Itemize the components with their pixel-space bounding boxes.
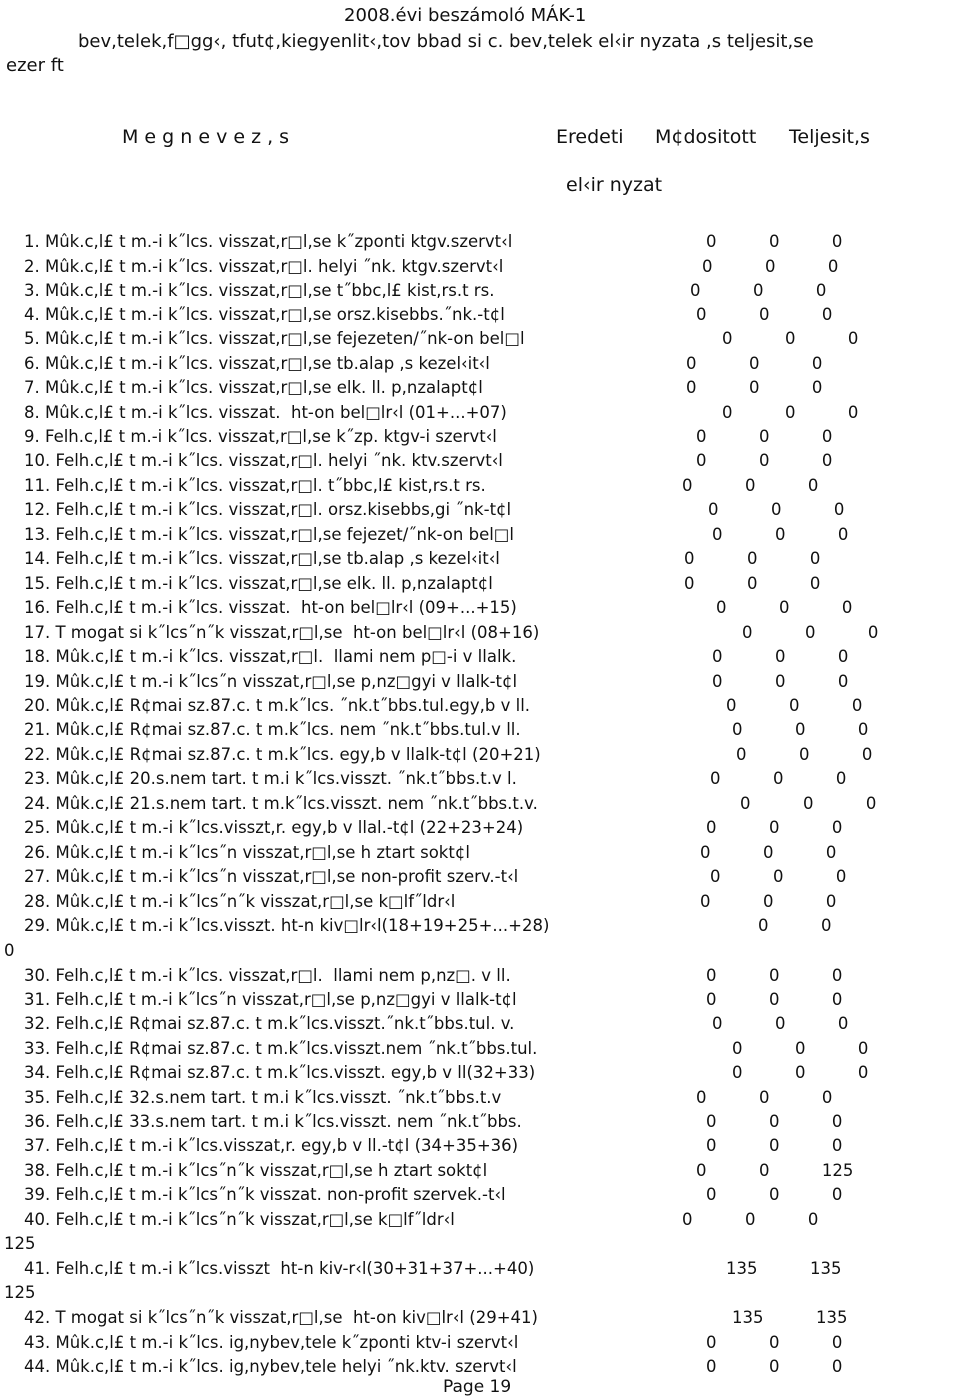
row-label: 22. Mûk.c,l£ R¢mai sz.87.c. t m.k˝lcs. egy,b v llalk-t¢l (20+21): [24, 745, 541, 764]
row-values: 135 135: [732, 1308, 848, 1327]
row-label: 37. Felh.c,l£ t m.-i k˝lcs.visszat,r. egy,b v ll.-t¢l (34+35+36): [24, 1136, 519, 1155]
row-values: 0 0 0: [706, 1333, 843, 1352]
row-label: 26. Mûk.c,l£ t m.-i k˝lcs˝n visszat,r□l,se h ztart sokt¢l: [24, 843, 470, 862]
row-label: 9. Felh.c,l£ t m.-i k˝lcs. visszat,r□l,se k˝zp. ktgv-i szervt‹l: [24, 427, 497, 446]
row-label: 25. Mûk.c,l£ t m.-i k˝lcs.visszt,r. egy,b v llal.-t¢l (22+23+24): [24, 818, 524, 837]
row-values: 0 0 0: [708, 500, 845, 519]
row-label: 23. Mûk.c,l£ 20.s.nem tart. t m.i k˝lcs.visszt. ˝nk.t˝bbs.t.v l.: [24, 769, 517, 788]
row-label: 40. Felh.c,l£ t m.-i k˝lcs˝n˝k visszat,r□l,se k□lf˝ldr‹l: [24, 1210, 455, 1229]
row-label: 4. Mûk.c,l£ t m.-i k˝lcs. visszat,r□l,se orsz.kisebbs.˝nk.-t¢l: [24, 305, 505, 324]
row-label: 18. Mûk.c,l£ t m.-i k˝lcs. visszat,r□l. llami nem p□-i v llalk.: [24, 647, 517, 666]
row-values: 0 0 0: [712, 1014, 849, 1033]
row-values: 0 0 0: [732, 720, 869, 739]
column-header-completed: Teljesit,s: [789, 126, 870, 148]
row-values: 0 0 0: [722, 403, 859, 422]
row-values: 0 0 0: [710, 769, 847, 788]
row-values: 0 0 0: [702, 257, 839, 276]
row-values: 0 0 0: [690, 281, 827, 300]
row-values: 0 0 0: [696, 427, 833, 446]
row-label: 42. T mogat si k˝lcs˝n˝k visszat,r□l,se ht-on kiv□lr‹l (29+41): [24, 1308, 538, 1327]
row-values: 0 0 0: [684, 549, 821, 568]
row-values: 0 0 0: [736, 745, 873, 764]
row-label: 35. Felh.c,l£ 32.s.nem tart. t m.i k˝lcs.visszt. ˝nk.t˝bbs.t.v: [24, 1088, 502, 1107]
row-label: 30. Felh.c,l£ t m.-i k˝lcs. visszat,r□l. llami nem p,nz□. v ll.: [24, 966, 511, 985]
row-label: 1. Mûk.c,l£ t m.-i k˝lcs. visszat,r□l,se k˝zponti ktgv.szervt‹l: [24, 232, 513, 251]
row-values: 135 135: [726, 1259, 842, 1278]
row-label: 19. Mûk.c,l£ t m.-i k˝lcs˝n visszat,r□l,se p,nz□gyi v llalk-t¢l: [24, 672, 518, 691]
row-label: 32. Felh.c,l£ R¢mai sz.87.c. t m.k˝lcs.visszt.˝nk.t˝bbs.tul. v.: [24, 1014, 515, 1033]
row-values: 0 0 0: [682, 1210, 819, 1229]
row-values: 0 0 0: [686, 378, 823, 397]
row-label: 36. Felh.c,l£ 33.s.nem tart. t m.i k˝lcs.visszt. nem ˝nk.t˝bbs.: [24, 1112, 522, 1131]
row-label: 38. Felh.c,l£ t m.-i k˝lcs˝n˝k visszat,r□l,se h ztart sokt¢l: [24, 1161, 488, 1180]
row-label: 6. Mûk.c,l£ t m.-i k˝lcs. visszat,r□l,se tb.alap ,s kezel‹it‹l: [24, 354, 490, 373]
report-title: 2008.évi beszámoló MÁK-1: [344, 5, 587, 26]
row-values: 0 0 0: [684, 574, 821, 593]
row-values: 0 0 0: [700, 892, 837, 911]
column-header-name: M e g n e v e z , s: [122, 126, 290, 148]
column-header-original: Eredeti: [556, 126, 624, 148]
row-values: 0 0 0: [706, 990, 843, 1009]
row-values: 0 0 0: [712, 672, 849, 691]
row-label: 15. Felh.c,l£ t m.-i k˝lcs. visszat,r□l,se elk. ll. p,nzalapt¢l: [24, 574, 493, 593]
row-label: 27. Mûk.c,l£ t m.-i k˝lcs˝n visszat,r□l,se non-profit szerv.-t‹l: [24, 867, 519, 886]
row-values: 0 0 0: [732, 1063, 869, 1082]
row-wrapped-value: 125: [4, 1234, 36, 1253]
row-label: 39. Felh.c,l£ t m.-i k˝lcs˝n˝k visszat. non-profit szervek.-t‹l: [24, 1185, 506, 1204]
row-label: 2. Mûk.c,l£ t m.-i k˝lcs. visszat,r□l. helyi ˝nk. ktgv.szervt‹l: [24, 257, 504, 276]
row-label: 5. Mûk.c,l£ t m.-i k˝lcs. visszat,r□l,se fejezeten/˝nk-on bel□l: [24, 329, 525, 348]
row-values: 0 0 0: [700, 843, 837, 862]
row-values: 0 0 0: [706, 1112, 843, 1131]
row-values: 0 0 0: [740, 794, 877, 813]
row-label: 3. Mûk.c,l£ t m.-i k˝lcs. visszat,r□l,se t˝bbc,l£ kist,rs.t rs.: [24, 281, 495, 300]
row-values: 0 0 0: [726, 696, 863, 715]
row-values: 0 0: [758, 916, 832, 935]
row-label: 29. Mûk.c,l£ t m.-i k˝lcs.visszt. ht-n kiv□lr‹l(18+19+25+...+28): [24, 916, 550, 935]
row-label: 7. Mûk.c,l£ t m.-i k˝lcs. visszat,r□l,se elk. ll. p,nzalapt¢l: [24, 378, 483, 397]
row-label: 10. Felh.c,l£ t m.-i k˝lcs. visszat,r□l. helyi ˝nk. ktv.szervt‹l: [24, 451, 503, 470]
row-label: 12. Felh.c,l£ t m.-i k˝lcs. visszat,r□l. orsz.kisebbs,gi ˝nk-t¢l: [24, 500, 512, 519]
row-values: 0 0 0: [696, 305, 833, 324]
row-values: 0 0 0: [686, 354, 823, 373]
row-label: 44. Mûk.c,l£ t m.-i k˝lcs. ig,nybev,tele helyi ˝nk.ktv. szervt‹l: [24, 1357, 517, 1376]
row-values: 0 0 0: [706, 1185, 843, 1204]
row-label: 31. Felh.c,l£ t m.-i k˝lcs˝n visszat,r□l,se p,nz□gyi v llalk-t¢l: [24, 990, 517, 1009]
row-label: 34. Felh.c,l£ R¢mai sz.87.c. t m.k˝lcs.visszt. egy,b v ll(32+33): [24, 1063, 536, 1082]
page-number: Page 19: [443, 1377, 512, 1397]
column-header-modified: M¢dositott: [655, 126, 757, 148]
row-label: 21. Mûk.c,l£ R¢mai sz.87.c. t m.k˝lcs. nem ˝nk.t˝bbs.tul.v ll.: [24, 720, 521, 739]
row-values: 0 0 0: [706, 1357, 843, 1376]
row-values: 0 0 0: [710, 867, 847, 886]
row-values: 0 0 0: [706, 818, 843, 837]
row-label: 24. Mûk.c,l£ 21.s.nem tart. t m.k˝lcs.visszt. nem ˝nk.t˝bbs.t.v.: [24, 794, 538, 813]
row-label: 16. Felh.c,l£ t m.-i k˝lcs. visszat. ht-on bel□lr‹l (09+...+15): [24, 598, 517, 617]
row-values: 0 0 125: [696, 1161, 854, 1180]
row-values: 0 0 0: [706, 232, 843, 251]
row-label: 41. Felh.c,l£ t m.-i k˝lcs.visszt ht-n kiv-r‹l(30+31+37+...+40): [24, 1259, 535, 1278]
row-label: 28. Mûk.c,l£ t m.-i k˝lcs˝n˝k visszat,r□l,se k□lf˝ldr‹l: [24, 892, 456, 911]
row-label: 8. Mûk.c,l£ t m.-i k˝lcs. visszat. ht-on bel□lr‹l (01+...+07): [24, 403, 507, 422]
row-values: 0 0 0: [706, 1136, 843, 1155]
row-values: 0 0 0: [716, 598, 853, 617]
row-label: 43. Mûk.c,l£ t m.-i k˝lcs. ig,nybev,tele k˝zponti ktv-i szervt‹l: [24, 1333, 519, 1352]
row-values: 0 0 0: [696, 451, 833, 470]
row-label: 17. T mogat si k˝lcs˝n˝k visszat,r□l,se ht-on bel□lr‹l (08+16): [24, 623, 540, 642]
row-label: 33. Felh.c,l£ R¢mai sz.87.c. t m.k˝lcs.visszt.nem ˝nk.t˝bbs.tul.: [24, 1039, 538, 1058]
row-values: 0 0 0: [732, 1039, 869, 1058]
unit-label: ezer ft: [6, 55, 64, 76]
row-label: 13. Felh.c,l£ t m.-i k˝lcs. visszat,r□l,se fejezet/˝nk-on bel□l: [24, 525, 514, 544]
row-wrapped-value: 0: [4, 941, 15, 960]
row-values: 0 0 0: [682, 476, 819, 495]
column-header-original-line2: el‹ir nyzat: [566, 174, 663, 196]
row-values: 0 0 0: [696, 1088, 833, 1107]
row-values: 0 0 0: [712, 525, 849, 544]
report-subtitle: bev,telek,f□gg‹, tfut¢,kiegyenlit‹,tov bbad si c. bev,telek el‹ir nyzata ,s teljesit,se: [78, 31, 814, 52]
row-label: 14. Felh.c,l£ t m.-i k˝lcs. visszat,r□l,se tb.alap ,s kezel‹it‹l: [24, 549, 500, 568]
row-values: 0 0 0: [722, 329, 859, 348]
row-wrapped-value: 125: [4, 1283, 36, 1302]
row-values: 0 0 0: [712, 647, 849, 666]
row-label: 20. Mûk.c,l£ R¢mai sz.87.c. t m.k˝lcs. ˝nk.t˝bbs.tul.egy,b v ll.: [24, 696, 531, 715]
row-values: 0 0 0: [706, 966, 843, 985]
row-label: 11. Felh.c,l£ t m.-i k˝lcs. visszat,r□l. t˝bbc,l£ kist,rs.t rs.: [24, 476, 486, 495]
row-values: 0 0 0: [742, 623, 879, 642]
